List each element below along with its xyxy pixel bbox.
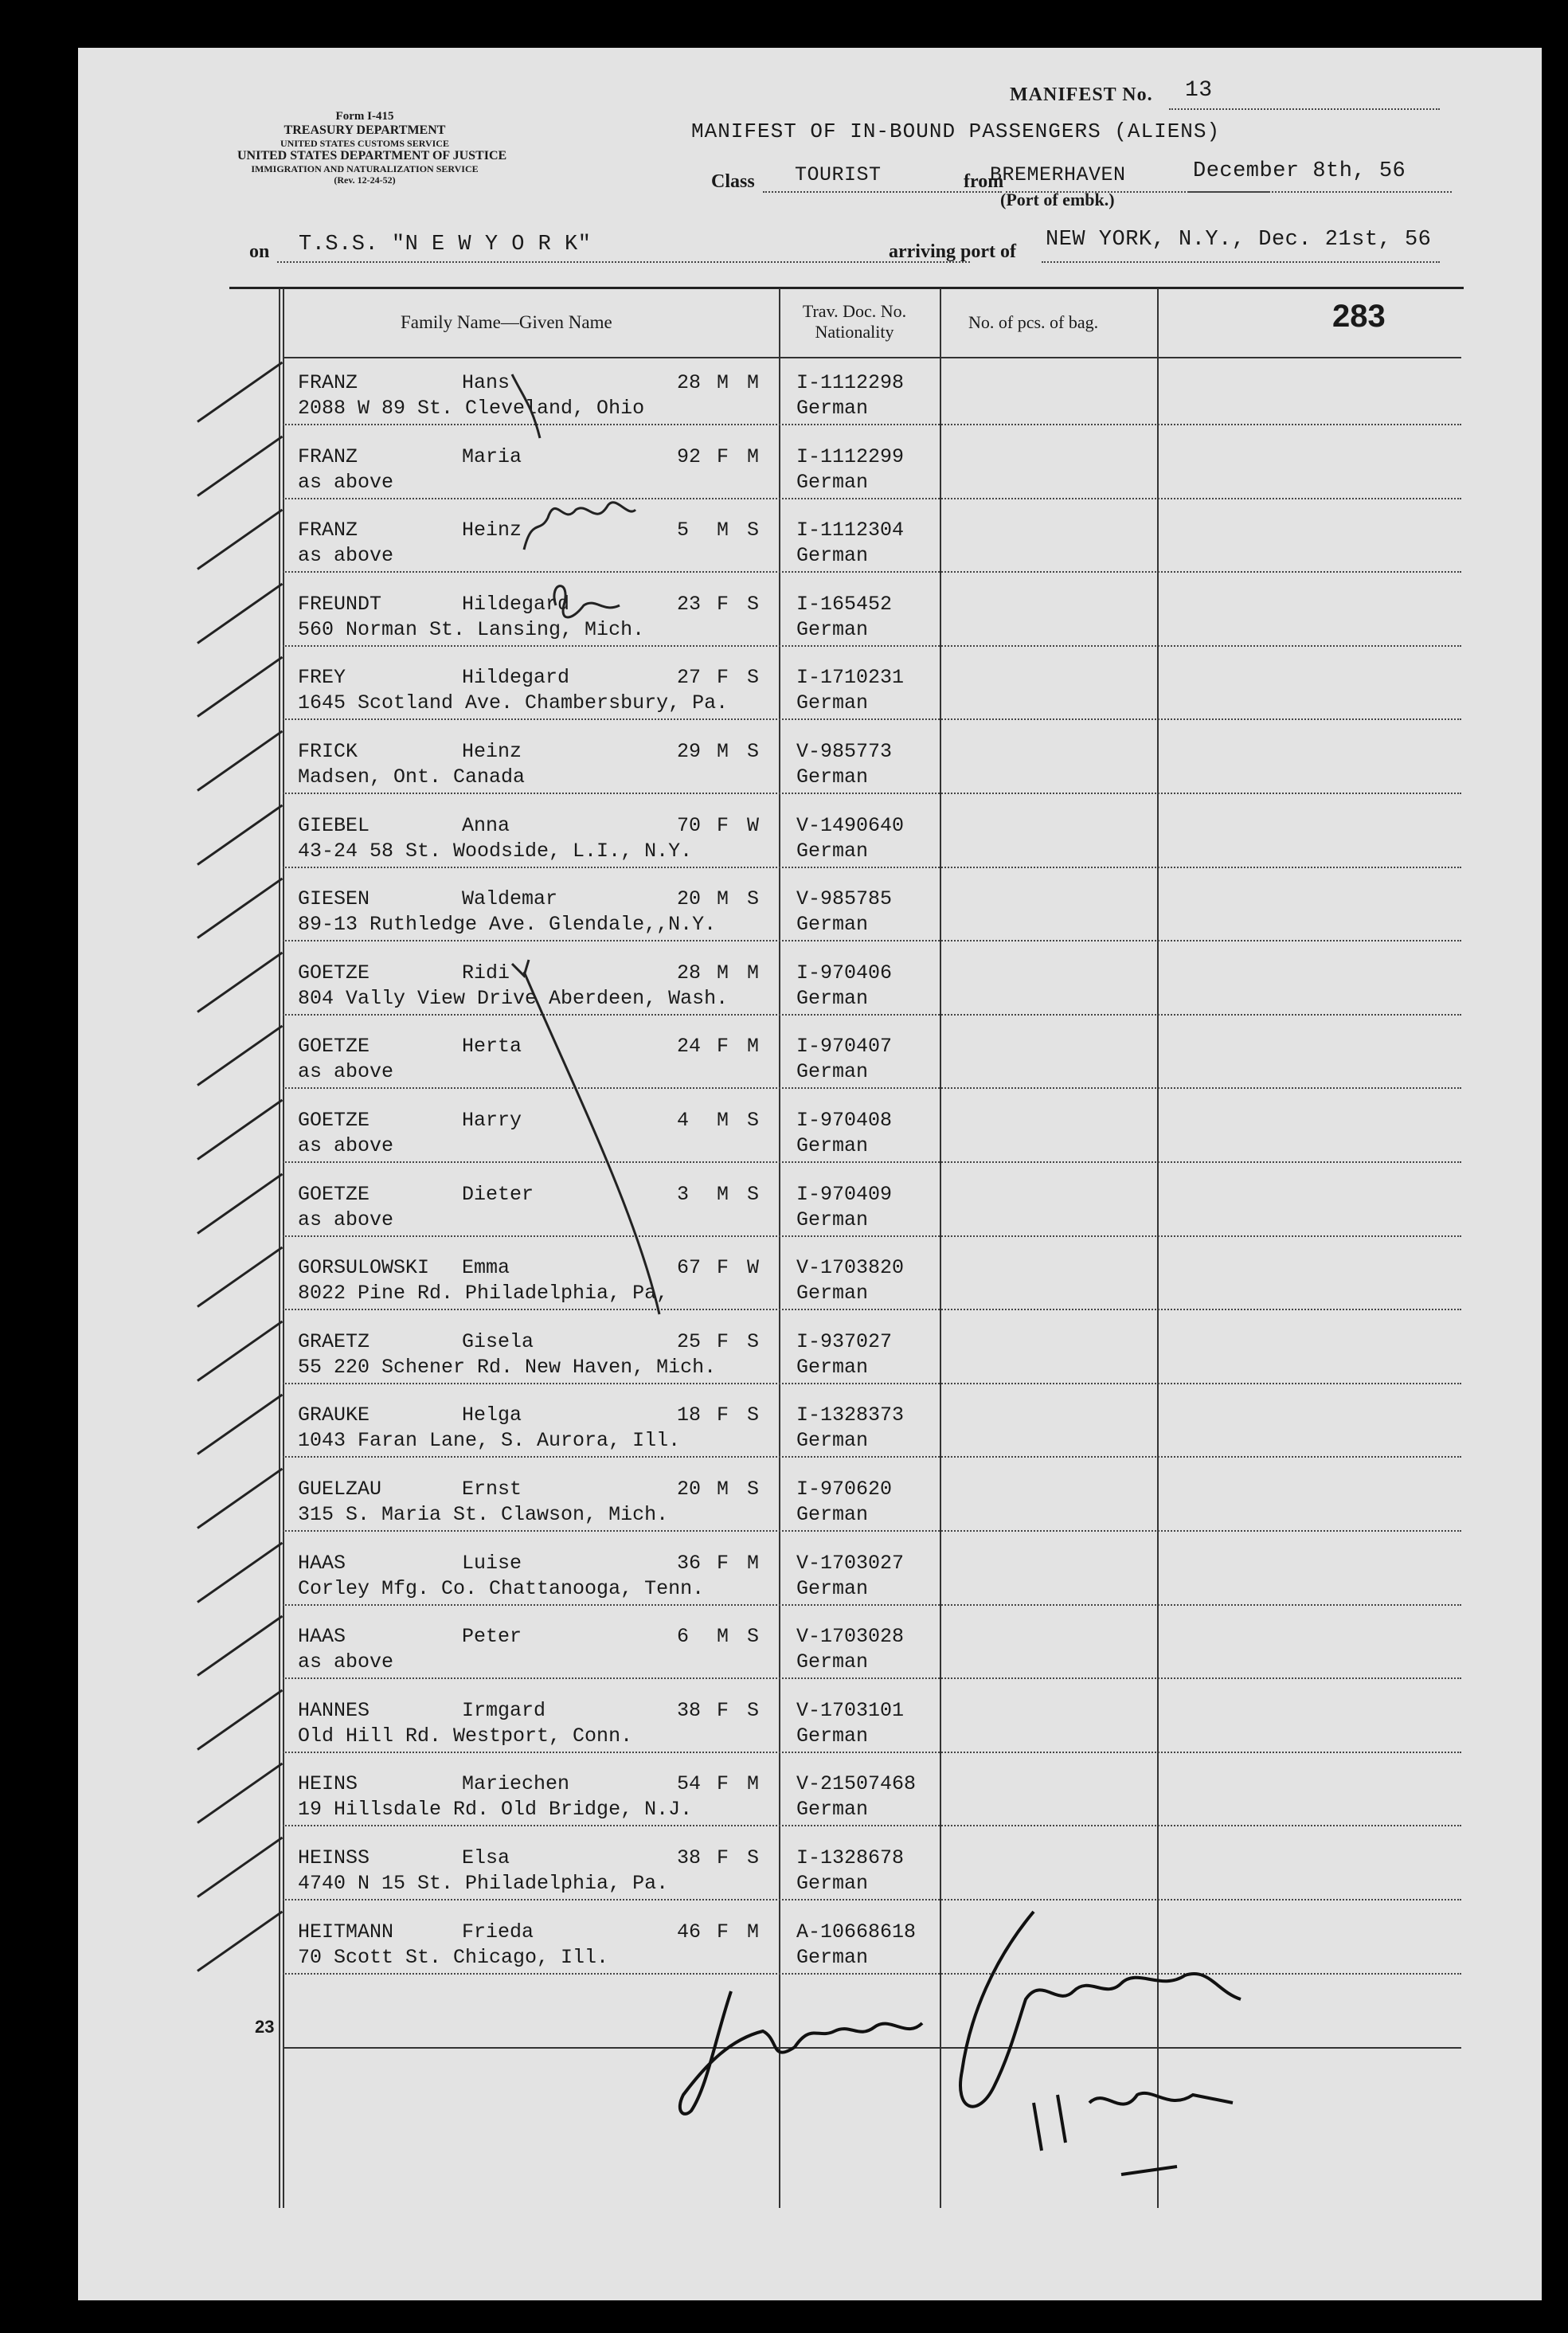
- family-name: GOETZE: [298, 1183, 370, 1206]
- marital-status: S: [747, 1846, 760, 1869]
- sex: F: [717, 1772, 729, 1795]
- family-name: GOETZE: [298, 961, 370, 984]
- class-label: Class: [711, 171, 755, 192]
- given-name: Herta: [462, 1035, 522, 1058]
- page-number: 283: [1332, 299, 1386, 334]
- travel-doc-number: I-970407: [796, 1035, 893, 1058]
- nationality: German: [796, 840, 869, 863]
- age: 36: [677, 1552, 702, 1575]
- ship-name: T.S.S. "N E W Y O R K": [299, 233, 592, 256]
- marital-status: S: [747, 887, 760, 910]
- family-name: GUELZAU: [298, 1478, 382, 1501]
- age: 29: [677, 740, 702, 763]
- family-name: HAAS: [298, 1625, 346, 1648]
- sex: M: [717, 519, 729, 542]
- nationality: German: [796, 691, 869, 714]
- family-name: HEINS: [298, 1772, 358, 1795]
- given-name: Elsa: [462, 1846, 510, 1869]
- travel-doc-number: I-1112299: [796, 445, 905, 468]
- given-name: Anna: [462, 814, 510, 837]
- address: as above: [298, 544, 394, 567]
- age: 18: [677, 1403, 702, 1427]
- given-name: Gisela: [462, 1330, 534, 1353]
- marital-status: M: [747, 445, 760, 468]
- age: 3: [677, 1183, 690, 1206]
- given-name: Hildegard: [462, 593, 570, 616]
- travel-doc-number: I-970406: [796, 961, 893, 984]
- given-name: Waldemar: [462, 887, 558, 910]
- treasury-department: TREASURY DEPARTMENT: [283, 123, 446, 138]
- family-name: GRAETZ: [298, 1330, 370, 1353]
- travel-doc-number: V-21507468: [796, 1772, 917, 1795]
- nationality: German: [796, 1946, 869, 1969]
- column-header-doc-number: Trav. Doc. No.: [802, 301, 907, 321]
- sex: F: [717, 1035, 729, 1058]
- nationality: German: [796, 1577, 869, 1600]
- class-value: TOURIST: [795, 163, 882, 186]
- marital-status: S: [747, 1699, 760, 1722]
- sex: F: [717, 1403, 729, 1427]
- age: 5: [677, 519, 690, 542]
- naturalization-service: IMMIGRATION AND NATURALIZATION SERVICE: [251, 162, 479, 174]
- nationality: German: [796, 1503, 869, 1526]
- given-name: Emma: [462, 1256, 510, 1279]
- address: as above: [298, 1650, 394, 1673]
- travel-doc-number: V-1703820: [796, 1256, 905, 1279]
- family-name: FRANZ: [298, 519, 358, 542]
- nationality: German: [796, 1872, 869, 1895]
- travel-doc-number: I-1328678: [796, 1846, 905, 1869]
- nationality: German: [796, 1134, 869, 1157]
- given-name: Mariechen: [462, 1772, 570, 1795]
- nationality: German: [796, 397, 869, 420]
- nationality: German: [796, 1356, 869, 1379]
- travel-doc-number: V-985785: [796, 887, 893, 910]
- sex: F: [717, 593, 729, 616]
- nationality: German: [796, 1208, 869, 1231]
- port-embk-label: (Port of embk.): [1000, 190, 1115, 209]
- address: 8022 Pine Rd. Philadelphia, Pa,: [298, 1282, 669, 1305]
- marital-status: S: [747, 1330, 760, 1353]
- row-number-23: 23: [255, 2017, 275, 2037]
- address: 43-24 58 St. Woodside, L.I., N.Y.: [298, 840, 693, 863]
- given-name: Ridi: [462, 961, 510, 984]
- marital-status: S: [747, 519, 760, 542]
- address: as above: [298, 471, 394, 494]
- handwriting-marks: [78, 48, 1542, 2300]
- nationality: German: [796, 1798, 869, 1821]
- given-name: Heinz: [462, 740, 522, 763]
- sex: F: [717, 445, 729, 468]
- sex: M: [717, 887, 729, 910]
- age: 20: [677, 1478, 702, 1501]
- address: 70 Scott St. Chicago, Ill.: [298, 1946, 609, 1969]
- marital-status: S: [747, 1478, 760, 1501]
- travel-doc-number: I-1112298: [796, 371, 905, 394]
- nationality: German: [796, 1282, 869, 1305]
- address: as above: [298, 1208, 394, 1231]
- sex: F: [717, 1846, 729, 1869]
- given-name: Helga: [462, 1403, 522, 1427]
- family-name: FREY: [298, 666, 346, 689]
- nationality: German: [796, 618, 869, 641]
- age: 54: [677, 1772, 702, 1795]
- travel-doc-number: V-1490640: [796, 814, 905, 837]
- sex: F: [717, 1920, 729, 1944]
- address: Madsen, Ont. Canada: [298, 765, 526, 789]
- nationality: German: [796, 471, 869, 494]
- sex: F: [717, 666, 729, 689]
- given-name: Dieter: [462, 1183, 534, 1206]
- sex: F: [717, 1330, 729, 1353]
- given-name: Hans: [462, 371, 510, 394]
- family-name: GORSULOWSKI: [298, 1256, 430, 1279]
- marital-status: M: [747, 1772, 760, 1795]
- marital-status: M: [747, 371, 760, 394]
- marital-status: S: [747, 1403, 760, 1427]
- age: 46: [677, 1920, 702, 1944]
- family-name: GOETZE: [298, 1035, 370, 1058]
- revision-date: (Rev. 12-24-52): [334, 174, 396, 186]
- age: 28: [677, 371, 702, 394]
- address: 804 Vally View Drive Aberdeen, Wash.: [298, 987, 729, 1010]
- address: 4740 N 15 St. Philadelphia, Pa.: [298, 1872, 669, 1895]
- travel-doc-number: I-1710231: [796, 666, 905, 689]
- age: 6: [677, 1625, 690, 1648]
- address: 2088 W 89 St. Cleveland, Ohio: [298, 397, 645, 420]
- age: 24: [677, 1035, 702, 1058]
- given-name: Luise: [462, 1552, 522, 1575]
- address: 89-13 Ruthledge Ave. Glendale,,N.Y.: [298, 913, 717, 936]
- nationality: German: [796, 1429, 869, 1452]
- age: 28: [677, 961, 702, 984]
- age: 67: [677, 1256, 702, 1279]
- manifest-number-value: 13: [1185, 78, 1213, 103]
- address: Old Hill Rd. Westport, Conn.: [298, 1724, 633, 1748]
- age: 38: [677, 1846, 702, 1869]
- age: 25: [677, 1330, 702, 1353]
- age: 23: [677, 593, 702, 616]
- column-header-bags: No. of pcs. of bag.: [968, 312, 1099, 332]
- given-name: Hildegard: [462, 666, 570, 689]
- given-name: Maria: [462, 445, 522, 468]
- family-name: FRANZ: [298, 371, 358, 394]
- customs-service: UNITED STATES CUSTOMS SERVICE: [280, 137, 449, 149]
- sex: F: [717, 1256, 729, 1279]
- family-name: HEITMANN: [298, 1920, 394, 1944]
- departure-date: December 8th, 56: [1193, 159, 1406, 183]
- travel-doc-number: I-1112304: [796, 519, 905, 542]
- sex: M: [717, 1183, 729, 1206]
- nationality: German: [796, 765, 869, 789]
- address: 1645 Scotland Ave. Chambersbury, Pa.: [298, 691, 729, 714]
- travel-doc-number: V-1703101: [796, 1699, 905, 1722]
- nationality: German: [796, 987, 869, 1010]
- marital-status: S: [747, 1625, 760, 1648]
- manifest-number-label: MANIFEST No.: [1010, 84, 1153, 105]
- sex: F: [717, 1552, 729, 1575]
- travel-doc-number: V-1703028: [796, 1625, 905, 1648]
- nationality: German: [796, 544, 869, 567]
- marital-status: W: [747, 814, 760, 837]
- form-number: Form I-415: [335, 110, 394, 123]
- family-name: HANNES: [298, 1699, 370, 1722]
- given-name: Harry: [462, 1109, 522, 1132]
- nationality: German: [796, 1650, 869, 1673]
- address: 315 S. Maria St. Clawson, Mich.: [298, 1503, 669, 1526]
- travel-doc-number: I-970408: [796, 1109, 893, 1132]
- travel-doc-number: V-985773: [796, 740, 893, 763]
- travel-doc-number: A-10668618: [796, 1920, 917, 1944]
- family-name: FRANZ: [298, 445, 358, 468]
- manifest-title: MANIFEST OF IN-BOUND PASSENGERS (ALIENS): [691, 119, 1221, 143]
- nationality: German: [796, 1724, 869, 1748]
- marital-status: S: [747, 1109, 760, 1132]
- family-name: HEINSS: [298, 1846, 370, 1869]
- family-name: FREUNDT: [298, 593, 382, 616]
- address: 19 Hillsdale Rd. Old Bridge, N.J.: [298, 1798, 693, 1821]
- nationality: German: [796, 1060, 869, 1083]
- address: 560 Norman St. Lansing, Mich.: [298, 618, 645, 641]
- given-name: Irmgard: [462, 1699, 546, 1722]
- address: Corley Mfg. Co. Chattanooga, Tenn.: [298, 1577, 705, 1600]
- marital-status: S: [747, 740, 760, 763]
- age: 27: [677, 666, 702, 689]
- marital-status: M: [747, 1552, 760, 1575]
- age: 92: [677, 445, 702, 468]
- manifest-page: [78, 48, 1542, 2300]
- address: as above: [298, 1134, 394, 1157]
- marital-status: W: [747, 1256, 760, 1279]
- age: 4: [677, 1109, 690, 1132]
- marital-status: S: [747, 593, 760, 616]
- travel-doc-number: I-1328373: [796, 1403, 905, 1427]
- sex: M: [717, 371, 729, 394]
- sex: F: [717, 814, 729, 837]
- travel-doc-number: V-1703027: [796, 1552, 905, 1575]
- travel-doc-number: I-970620: [796, 1478, 893, 1501]
- nationality: German: [796, 913, 869, 936]
- on-label: on: [249, 241, 270, 262]
- family-name: GIEBEL: [298, 814, 370, 837]
- travel-doc-number: I-970409: [796, 1183, 893, 1206]
- sex: M: [717, 1625, 729, 1648]
- marital-status: S: [747, 1183, 760, 1206]
- port-of-embarkation: BREMERHAVEN: [990, 163, 1126, 186]
- family-name: FRICK: [298, 740, 358, 763]
- address: 55 220 Schener Rd. New Haven, Mich.: [298, 1356, 717, 1379]
- travel-doc-number: I-937027: [796, 1330, 893, 1353]
- marital-status: M: [747, 1920, 760, 1944]
- column-header-nationality: Nationality: [815, 322, 894, 343]
- family-name: GRAUKE: [298, 1403, 370, 1427]
- marital-status: M: [747, 961, 760, 984]
- age: 20: [677, 887, 702, 910]
- arriving-port-label: arriving port of: [889, 241, 1016, 262]
- marital-status: S: [747, 666, 760, 689]
- sex: M: [717, 1109, 729, 1132]
- family-name: GIESEN: [298, 887, 370, 910]
- given-name: Ernst: [462, 1478, 522, 1501]
- given-name: Peter: [462, 1625, 522, 1648]
- sex: M: [717, 740, 729, 763]
- age: 38: [677, 1699, 702, 1722]
- family-name: GOETZE: [298, 1109, 370, 1132]
- arriving-port-value: NEW YORK, N.Y., Dec. 21st, 56: [1046, 228, 1432, 252]
- marital-status: M: [747, 1035, 760, 1058]
- travel-doc-number: I-165452: [796, 593, 893, 616]
- family-name: HAAS: [298, 1552, 346, 1575]
- address: 1043 Faran Lane, S. Aurora, Ill.: [298, 1429, 681, 1452]
- given-name: Frieda: [462, 1920, 534, 1944]
- address: as above: [298, 1060, 394, 1083]
- justice-department: UNITED STATES DEPARTMENT OF JUSTICE: [237, 149, 507, 163]
- given-name: Heinz: [462, 519, 522, 542]
- age: 70: [677, 814, 702, 837]
- sex: M: [717, 961, 729, 984]
- from-label: from: [964, 171, 1004, 192]
- column-header-name: Family Name—Given Name: [401, 312, 612, 332]
- sex: F: [717, 1699, 729, 1722]
- sex: M: [717, 1478, 729, 1501]
